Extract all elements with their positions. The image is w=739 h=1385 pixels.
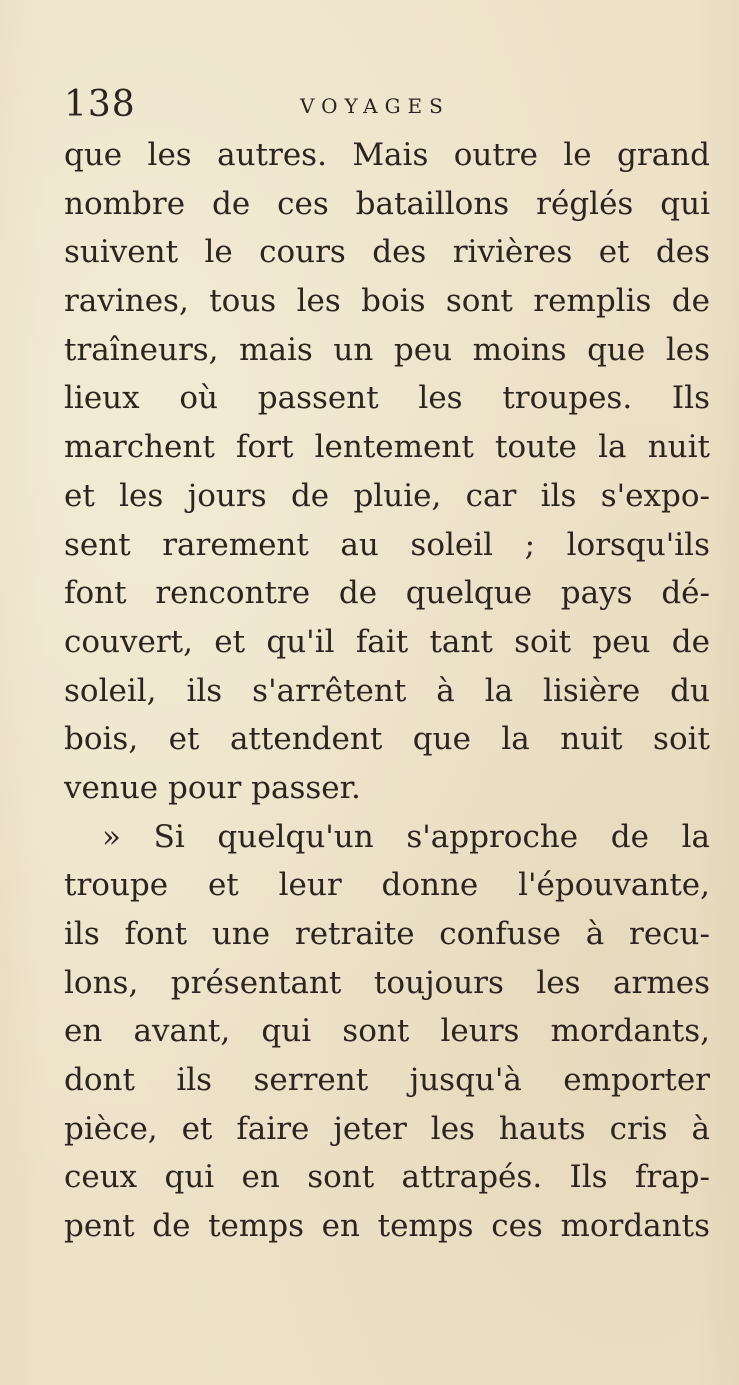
text-line: lieux où passent les troupes. Ils bbox=[64, 380, 710, 417]
text-line: » Si quelqu'un s'approche de la bbox=[102, 818, 710, 855]
text-line: en avant, qui sont leurs mordants, bbox=[64, 1013, 710, 1050]
text-line: couvert, et qu'il fait tant soit peu de bbox=[64, 623, 710, 660]
text-line: sent rarement au soleil ; lorsqu'ils bbox=[64, 526, 710, 563]
text-line: font rencontre de quelque pays dé- bbox=[64, 575, 710, 612]
text-line: que les autres. Mais outre le grand bbox=[64, 137, 710, 173]
body-text bbox=[64, 131, 710, 1251]
text-line: ils font une retraite confuse à recu- bbox=[64, 916, 710, 952]
text-line: venue pour passer. bbox=[64, 769, 361, 806]
text-line: pièce, et faire jeter les hauts cris à bbox=[64, 1110, 710, 1147]
text-line: ceux qui en sont attrapés. Ils frap- bbox=[64, 1159, 710, 1196]
text-line: et les jours de pluie, car ils s'expo- bbox=[64, 477, 710, 514]
page-number: 138 bbox=[64, 84, 136, 125]
text-line: suivent le cours des rivières et des bbox=[64, 234, 710, 271]
text-line: bois, et attendent que la nuit soit bbox=[64, 721, 710, 758]
text-line: marchent fort lentement toute la nuit bbox=[64, 429, 710, 466]
text-line: soleil, ils s'arrêtent à la lisière du bbox=[64, 672, 710, 709]
text-line: ravines, tous les bois sont remplis de bbox=[64, 283, 710, 320]
running-head bbox=[64, 80, 724, 130]
text-line: traîneurs, mais un peu moins que les bbox=[64, 331, 710, 368]
text-line: nombre de ces bataillons réglés qui bbox=[64, 185, 710, 222]
running-title: VOYAGES bbox=[300, 94, 450, 118]
text-line: troupe et leur donne l'épouvante, bbox=[64, 867, 710, 904]
text-line: lons, présentant toujours les armes bbox=[64, 964, 710, 1001]
text-line: pent de temps en temps ces mordants bbox=[64, 1208, 710, 1245]
text-line: dont ils serrent jusqu'à emporter bbox=[64, 1062, 710, 1099]
